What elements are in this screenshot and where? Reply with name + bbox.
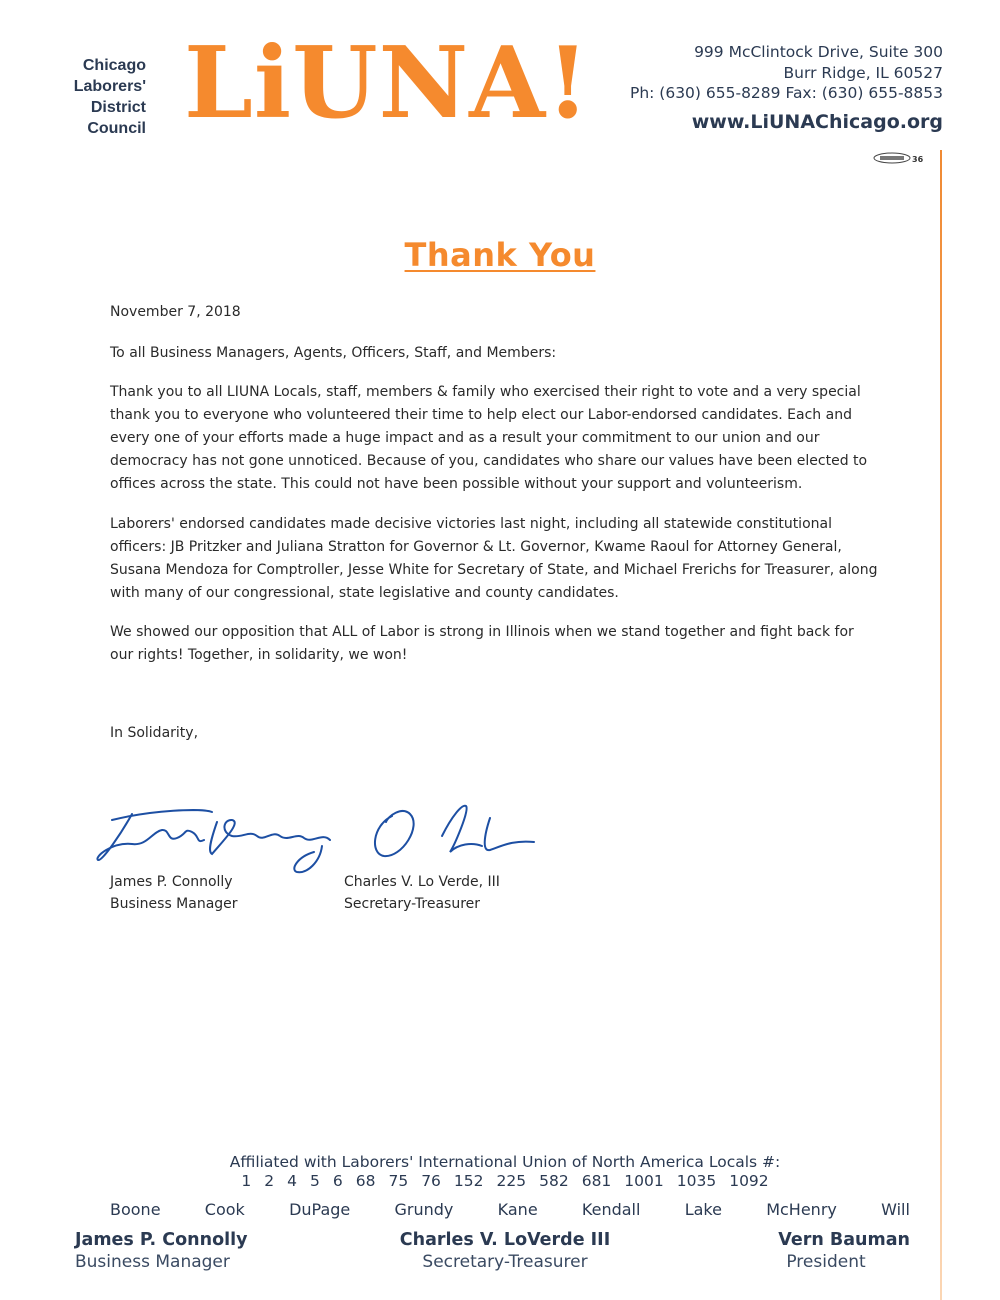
county-name: Kane bbox=[497, 1200, 538, 1219]
officer-title: Business Manager bbox=[75, 1252, 230, 1272]
local-number: 75 bbox=[388, 1172, 409, 1190]
county-name: Will bbox=[881, 1200, 910, 1219]
signer-title: Business Manager bbox=[110, 896, 238, 912]
officer-name: James P. Connolly bbox=[75, 1230, 248, 1250]
local-number: 681 bbox=[581, 1172, 612, 1190]
local-number: 1035 bbox=[676, 1172, 717, 1190]
footer-officer-1 bbox=[75, 1229, 248, 1273]
signer-block-1 bbox=[110, 871, 238, 915]
local-number: 4 bbox=[287, 1172, 297, 1190]
county-name: McHenry bbox=[766, 1200, 837, 1219]
signer-block-2 bbox=[344, 871, 500, 915]
counties-list bbox=[110, 1200, 910, 1219]
letterhead-address bbox=[630, 42, 943, 136]
liuna-logo: LiUNA! bbox=[184, 26, 591, 141]
local-number: 225 bbox=[496, 1172, 527, 1190]
footer-officer-2 bbox=[380, 1229, 630, 1273]
signer-name: James P. Connolly bbox=[110, 874, 233, 890]
county-name: DuPage bbox=[289, 1200, 351, 1219]
local-number: 68 bbox=[355, 1172, 376, 1190]
letter-title-text: Thank You bbox=[404, 236, 596, 274]
local-number: 1001 bbox=[624, 1172, 664, 1190]
address-line-2: Burr Ridge, IL 60527 bbox=[783, 63, 943, 82]
county-name: Grundy bbox=[394, 1200, 454, 1219]
signer-title: Secretary-Treasurer bbox=[344, 896, 481, 912]
officer-title: President bbox=[786, 1252, 866, 1272]
council-line: Council bbox=[87, 120, 146, 137]
signer-name: Charles V. Lo Verde, III bbox=[344, 874, 500, 890]
signature-connolly bbox=[92, 802, 352, 882]
local-number: 6 bbox=[332, 1172, 343, 1190]
council-line: Chicago bbox=[82, 57, 146, 74]
officer-name: Charles V. LoVerde III bbox=[399, 1230, 611, 1250]
website-link[interactable]: www.LiUNAChicago.org bbox=[691, 110, 943, 133]
county-name: Lake bbox=[684, 1200, 722, 1219]
officer-name: Vern Bauman bbox=[778, 1230, 910, 1250]
union-bug-number: 36 bbox=[912, 155, 924, 164]
signature-loverde bbox=[362, 796, 542, 866]
letter-title bbox=[0, 236, 1000, 274]
local-number: 2 bbox=[264, 1172, 275, 1190]
local-number: 152 bbox=[453, 1172, 484, 1190]
local-number: 5 bbox=[309, 1172, 320, 1190]
footer-officer-3 bbox=[760, 1229, 910, 1273]
phone-fax: Ph: (630) 655-8289 Fax: (630) 655-8853 bbox=[629, 84, 943, 102]
closing: In Solidarity, bbox=[110, 725, 199, 741]
officer-title: Secretary-Treasurer bbox=[422, 1252, 588, 1272]
union-bug-icon bbox=[872, 151, 928, 165]
council-line: District bbox=[90, 99, 146, 116]
paragraph-1: Thank you to all LIUNA Locals, staff, members & family who exercised their right to vote and a very special thank you to everyone who volunteered their time to help elect our Labor-endorsed candidates. Each and every one of your efforts made a huge impact and as a result your commitment to our union and our democracy has not gone unnoticed. Because of you, candidates who share our values have been elected to offices across the state. This could not have been possible without your support and volunteerism. bbox=[110, 384, 868, 492]
locals-list bbox=[0, 1172, 1000, 1190]
county-name: Kendall bbox=[581, 1200, 641, 1219]
council-name bbox=[60, 55, 146, 139]
affiliation-text: Affiliated with Laborers' International Union of North America Locals #: bbox=[229, 1153, 781, 1171]
local-number: 582 bbox=[539, 1172, 569, 1190]
council-line: Laborers' bbox=[73, 78, 146, 95]
county-name: Cook bbox=[204, 1200, 245, 1219]
local-number: 1 bbox=[241, 1172, 252, 1190]
paragraph-2: Laborers' endorsed candidates made decisive victories last night, including all statewide constitutional officers: JB Pritzker and Juliana Stratton for Governor & Lt. Governor, Kwame Raoul for Attorney General, Susana Mendoza for Comptroller, Jesse White for Secretary of State, and Michael Frerichs for Treasurer, along with many of our congressional, state legislative and county candidates. bbox=[110, 516, 878, 601]
local-number: 1092 bbox=[729, 1172, 769, 1190]
county-name: Boone bbox=[110, 1200, 161, 1219]
letter-date: November 7, 2018 bbox=[110, 304, 241, 320]
local-number: 76 bbox=[421, 1172, 441, 1190]
salutation: To all Business Managers, Agents, Officers, Staff, and Members: bbox=[110, 345, 557, 361]
address-line-1: 999 McClintock Drive, Suite 300 bbox=[694, 43, 943, 61]
paragraph-3: We showed our opposition that ALL of Labor is strong in Illinois when we stand together and fight back for our rights! Together, in solidarity, we won! bbox=[110, 624, 854, 663]
right-margin-rule bbox=[940, 150, 942, 1300]
